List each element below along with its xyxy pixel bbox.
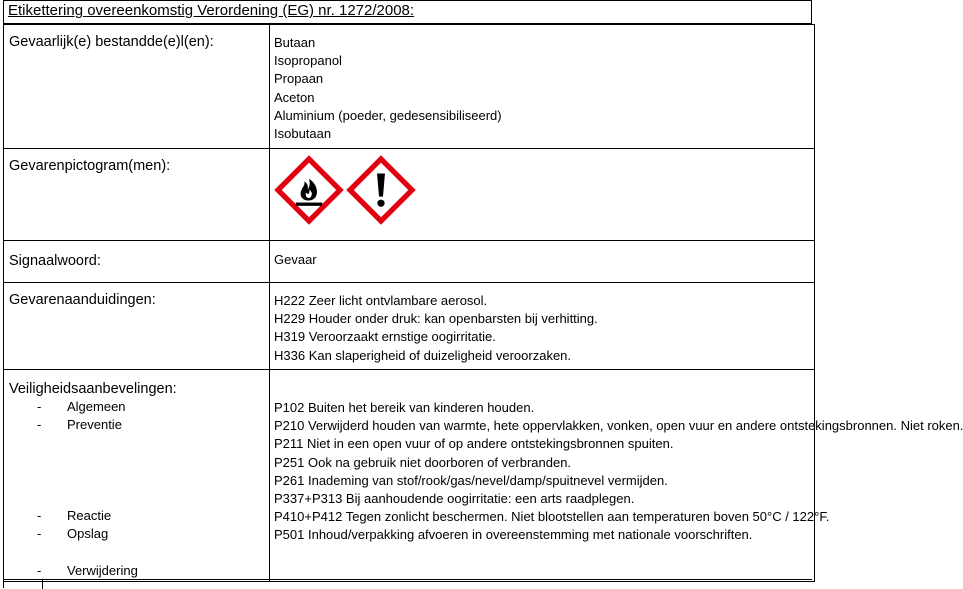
labelling-table — [3, 24, 963, 582]
pictograms-label: Gevarenpictogram(men): — [9, 158, 171, 174]
category-general — [4, 399, 269, 417]
hazards-list — [270, 283, 814, 365]
category-prevention — [4, 417, 269, 435]
list-item: Isopropanol — [274, 53, 342, 69]
category-label: Opslag — [67, 526, 109, 542]
dash: - — [37, 417, 42, 433]
precautions-list — [270, 370, 963, 545]
flame-pictogram-icon — [276, 157, 342, 223]
ingredients-label: Gevaarlijk(e) bestandde(e)l(en): — [9, 34, 214, 50]
list-item: P337+P313 Bij aanhoudende oogirritatie: een arts raadplegen. — [274, 491, 635, 507]
dash: - — [37, 508, 42, 524]
dash: - — [37, 526, 42, 542]
divider — [42, 580, 43, 589]
list-item: P211 Niet in een open vuur of op andere ontstekingsbronnen spuiten. — [274, 436, 674, 452]
signal-label: Signaalwoord: — [9, 253, 101, 269]
ingredients-list — [270, 25, 814, 143]
page-title: Etikettering overeenkomstig Verordening (EG) nr. 1272/2008: — [8, 2, 415, 19]
list-item: H229 Houder onder druk: kan openbarsten bij verhitting. — [274, 311, 598, 327]
label-sheet — [3, 0, 963, 588]
list-item: P251 Ook na gebruik niet doorboren of verbranden. — [274, 454, 572, 470]
category-label: Algemeen — [67, 399, 126, 414]
list-item: P210 Verwijderd houden van warmte, hete oppervlakken, vonken, open vuur en andere ontstekingsbronnen. Niet roken. — [274, 418, 963, 434]
ingredients-row — [4, 25, 815, 149]
list-item: P501 Inhoud/verpakking afvoeren in overeenstemming met nationale voorschriften. — [274, 527, 753, 543]
list-item: Aceton — [274, 89, 315, 105]
signal-row — [4, 241, 815, 283]
category-label: Preventie — [67, 417, 122, 433]
list-item: H222 Zeer licht ontvlambare aerosol. — [274, 293, 488, 308]
dash: - — [37, 399, 42, 414]
title-row — [3, 0, 812, 24]
category-label: Verwijdering — [67, 562, 138, 578]
signal-value: Gevaar — [274, 252, 317, 267]
list-item: H319 Veroorzaakt ernstige oogirritatie. — [274, 329, 496, 345]
precautions-label: Veiligheidsaanbevelingen: — [9, 381, 177, 397]
list-item: Butaan — [274, 35, 316, 50]
category-label: Reactie — [67, 508, 112, 524]
exclamation-pictogram-icon — [348, 157, 414, 223]
hazards-row — [4, 283, 815, 370]
category-storage — [4, 526, 269, 544]
list-item: P261 Inademing van stof/rook/gas/nevel/damp/spuitnevel vermijden. — [274, 472, 668, 488]
list-item: P102 Buiten het bereik van kinderen houden. — [274, 400, 535, 415]
category-response — [4, 508, 269, 526]
pictogram-group — [270, 149, 814, 233]
list-item: Isobutaan — [274, 126, 332, 142]
hazards-label: Gevarenaanduidingen: — [9, 292, 156, 308]
next-row-edge — [3, 579, 812, 588]
list-item: Propaan — [274, 71, 324, 87]
list-item: Aluminium (poeder, gedesensibiliseerd) — [274, 107, 502, 123]
pictograms-row — [4, 149, 815, 241]
precautions-row — [4, 370, 815, 582]
list-item: H336 Kan slaperigheid of duizeligheid veroorzaken. — [274, 347, 572, 363]
dash: - — [37, 562, 42, 578]
list-item: P410+P412 Tegen zonlicht beschermen. Niet blootstellen aan temperaturen boven 50°C / 122°F. — [274, 509, 830, 525]
